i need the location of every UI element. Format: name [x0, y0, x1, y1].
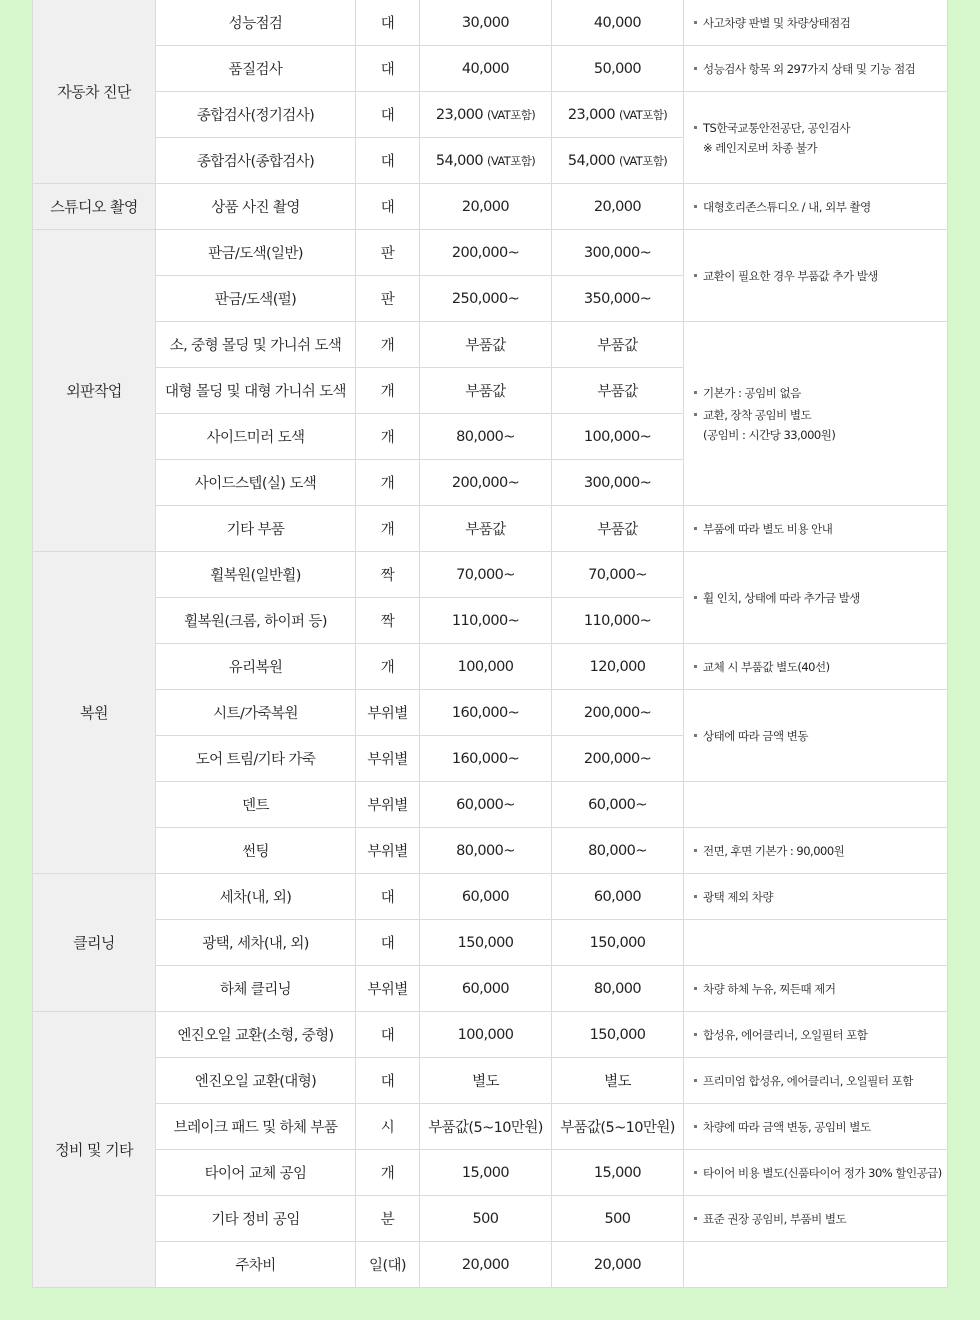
- note-cell: [684, 920, 948, 966]
- note-text: (공임비 : 시간당 33,000원): [703, 427, 836, 442]
- price-cell-2: [552, 1058, 684, 1104]
- note-cell: [684, 552, 948, 644]
- note-cell: [684, 1150, 948, 1196]
- unit-cell: 판: [356, 276, 420, 322]
- price-cell-1: [420, 782, 552, 828]
- unit-cell: 판: [356, 230, 420, 276]
- bullet-icon: [694, 433, 697, 436]
- note-cell: [684, 1012, 948, 1058]
- note-line: [694, 266, 947, 286]
- item-cell: 썬팅: [156, 828, 356, 874]
- price-cell-1: [420, 230, 552, 276]
- price-cell-2-value: 200,000~: [583, 704, 652, 721]
- category-cell: 자동차 진단: [33, 0, 156, 184]
- note-line: [694, 657, 947, 677]
- price-cell-1-value: 80,000~: [456, 842, 515, 859]
- price-cell-2: [552, 138, 684, 184]
- table-row: [33, 1058, 948, 1104]
- bullet-icon: [694, 665, 697, 668]
- price-cell-2: [552, 874, 684, 920]
- unit-cell: 시: [356, 1104, 420, 1150]
- unit-cell: 개: [356, 368, 420, 414]
- note-cell: [684, 506, 948, 552]
- price-cell-2-vat-label: (VAT포함): [619, 153, 668, 168]
- note-text: 프리미엄 합성유, 에어클리너, 오일필터 포함: [703, 1073, 913, 1088]
- price-cell-2-vat-label: (VAT포함): [619, 107, 668, 122]
- unit-cell: 대: [356, 0, 420, 46]
- price-cell-2-value: 15,000: [593, 1164, 642, 1181]
- item-cell: 종합검사(종합검사): [156, 138, 356, 184]
- price-cell-1-value: 80,000~: [456, 428, 515, 445]
- unit-cell: 대: [356, 874, 420, 920]
- table-row: [33, 920, 948, 966]
- bullet-icon: [694, 391, 697, 394]
- price-cell-2: [552, 506, 684, 552]
- note-line: [694, 887, 947, 907]
- price-cell-1: [420, 1150, 552, 1196]
- table-row: [33, 1196, 948, 1242]
- note-cell: [684, 1242, 948, 1288]
- note-line: [694, 519, 947, 539]
- price-cell-1: [420, 736, 552, 782]
- item-cell: 상품 사진 촬영: [156, 184, 356, 230]
- note-line: [694, 405, 947, 425]
- price-cell-2-value: 부품값: [597, 384, 638, 400]
- item-cell: 시트/가죽복원: [156, 690, 356, 736]
- item-cell: 브레이크 패드 및 하체 부품: [156, 1104, 356, 1150]
- note-cell: [684, 782, 948, 828]
- item-cell: 도어 트림/기타 가죽: [156, 736, 356, 782]
- category-cell: 외판작업: [33, 230, 156, 552]
- bullet-icon: [694, 849, 697, 852]
- price-cell-1: [420, 322, 552, 368]
- note-cell: [684, 184, 948, 230]
- price-cell-1: [420, 1058, 552, 1104]
- price-cell-2: [552, 322, 684, 368]
- note-cell: [684, 644, 948, 690]
- price-cell-2: [552, 1104, 684, 1150]
- price-cell-2: [552, 644, 684, 690]
- bullet-icon: [694, 21, 697, 24]
- note-text: 대형호리존스튜디오 / 내, 외부 촬영: [703, 199, 871, 214]
- unit-cell: 부위별: [356, 828, 420, 874]
- note-line: [694, 841, 947, 861]
- note-line: [694, 726, 947, 746]
- note-line: [694, 383, 947, 403]
- price-cell-1-value: 200,000~: [451, 474, 520, 491]
- price-cell-2: [552, 598, 684, 644]
- table-row: [33, 828, 948, 874]
- table-row: [33, 1012, 948, 1058]
- note-cell: [684, 46, 948, 92]
- price-cell-2: [552, 184, 684, 230]
- price-cell-2-value: 60,000: [593, 888, 642, 905]
- note-line: [694, 425, 947, 445]
- table-row: [33, 644, 948, 690]
- bullet-icon: [694, 1079, 697, 1082]
- bullet-icon: [694, 126, 697, 129]
- item-cell: 엔진오일 교환(소형, 중형): [156, 1012, 356, 1058]
- price-cell-2-value: 350,000~: [583, 290, 652, 307]
- note-cell: [684, 1058, 948, 1104]
- price-cell-1: [420, 414, 552, 460]
- item-cell: 종합검사(정기검사): [156, 92, 356, 138]
- note-text: 전면, 후면 기본가 : 90,000원: [703, 843, 845, 858]
- price-cell-2-value: 100,000~: [583, 428, 652, 445]
- price-cell-2-value: 54,000: [567, 152, 615, 169]
- item-cell: 판금/도색(펄): [156, 276, 356, 322]
- unit-cell: 개: [356, 1150, 420, 1196]
- item-cell: 휠복원(크롬, 하이퍼 등): [156, 598, 356, 644]
- item-cell: 소, 중형 몰딩 및 가니쉬 도색: [156, 322, 356, 368]
- note-line: [694, 1209, 947, 1229]
- unit-cell: 대: [356, 1058, 420, 1104]
- unit-cell: 부위별: [356, 966, 420, 1012]
- price-cell-1-vat-label: (VAT포함): [487, 107, 536, 122]
- unit-cell: 개: [356, 644, 420, 690]
- unit-cell: 부위별: [356, 690, 420, 736]
- price-cell-1-value: 20,000: [461, 1256, 510, 1273]
- price-cell-1-value: 별도: [472, 1074, 499, 1090]
- price-cell-2-value: 150,000: [589, 934, 646, 951]
- note-line: [694, 59, 947, 79]
- price-cell-2-value: 20,000: [593, 1256, 642, 1273]
- price-cell-2-value: 23,000: [567, 106, 615, 123]
- note-cell: [684, 1196, 948, 1242]
- unit-cell: 일(대): [356, 1242, 420, 1288]
- price-cell-1: [420, 368, 552, 414]
- item-cell: 광택, 세차(내, 외): [156, 920, 356, 966]
- price-cell-1: [420, 0, 552, 46]
- price-cell-2-value: 60,000~: [588, 796, 647, 813]
- item-cell: 주차비: [156, 1242, 356, 1288]
- price-cell-2-value: 150,000: [589, 1026, 646, 1043]
- note-text: 휠 인치, 상태에 따라 추가금 발생: [703, 590, 860, 605]
- unit-cell: 짝: [356, 552, 420, 598]
- unit-cell: 개: [356, 414, 420, 460]
- price-cell-1: [420, 1012, 552, 1058]
- category-cell: 복원: [33, 552, 156, 874]
- table-row: [33, 1150, 948, 1196]
- price-cell-1-value: 200,000~: [451, 244, 520, 261]
- note-line: [694, 1025, 947, 1045]
- unit-cell: 부위별: [356, 782, 420, 828]
- bullet-icon: [694, 1171, 697, 1174]
- note-line: [694, 1071, 947, 1091]
- price-cell-1-value: 60,000~: [456, 796, 515, 813]
- unit-cell: 개: [356, 506, 420, 552]
- price-cell-1-value: 110,000~: [451, 612, 520, 629]
- price-cell-2: [552, 1012, 684, 1058]
- price-cell-1: [420, 552, 552, 598]
- note-line: [694, 588, 947, 608]
- price-cell-2: [552, 920, 684, 966]
- note-line: [694, 118, 947, 138]
- price-cell-1-value: 54,000: [435, 152, 483, 169]
- note-line: [694, 197, 947, 217]
- item-cell: 사이드미러 도색: [156, 414, 356, 460]
- price-cell-2-value: 500: [604, 1210, 631, 1227]
- price-cell-1-value: 20,000: [461, 198, 510, 215]
- note-line: [694, 138, 947, 158]
- note-text: 교체 시 부품값 별도(40선): [703, 659, 830, 674]
- note-line: [694, 1117, 947, 1137]
- note-text: 사고차량 판별 및 차량상태점검: [703, 15, 851, 30]
- bullet-icon: [694, 413, 697, 416]
- price-cell-1: [420, 966, 552, 1012]
- price-cell-1-value: 100,000: [457, 658, 514, 675]
- table-row: [33, 1104, 948, 1150]
- note-cell: [684, 966, 948, 1012]
- unit-cell: 대: [356, 92, 420, 138]
- price-cell-1: [420, 1104, 552, 1150]
- bullet-icon: [694, 734, 697, 737]
- note-text: 성능검사 항목 외 297가지 상태 및 기능 점검: [703, 61, 916, 76]
- price-cell-2-value: 200,000~: [583, 750, 652, 767]
- category-cell: 정비 및 기타: [33, 1012, 156, 1288]
- item-cell: 휠복원(일반휠): [156, 552, 356, 598]
- price-cell-1-value: 부품값(5~10만원): [428, 1120, 543, 1136]
- price-cell-1-value: 부품값: [465, 338, 506, 354]
- price-cell-2-value: 70,000~: [588, 566, 647, 583]
- price-cell-1: [420, 46, 552, 92]
- table-row: [33, 782, 948, 828]
- price-cell-1: [420, 460, 552, 506]
- item-cell: 엔진오일 교환(대형): [156, 1058, 356, 1104]
- price-cell-1: [420, 690, 552, 736]
- price-cell-1-value: 60,000: [461, 888, 510, 905]
- table-row: [33, 322, 948, 368]
- price-cell-2: [552, 414, 684, 460]
- price-cell-2: [552, 690, 684, 736]
- item-cell: 타이어 교체 공임: [156, 1150, 356, 1196]
- note-cell: [684, 230, 948, 322]
- price-cell-2: [552, 92, 684, 138]
- note-text: 기본가 : 공임비 없음: [703, 385, 801, 400]
- note-text: 광택 제외 차량: [703, 889, 773, 904]
- price-cell-2-value: 별도: [604, 1074, 631, 1090]
- note-text: 교환, 장착 공임비 별도: [703, 407, 812, 422]
- bullet-icon: [694, 527, 697, 530]
- price-cell-2-value: 120,000: [589, 658, 646, 675]
- table-row: [33, 92, 948, 138]
- item-cell: 사이드스텝(실) 도색: [156, 460, 356, 506]
- price-cell-2: [552, 736, 684, 782]
- price-cell-1: [420, 644, 552, 690]
- price-cell-2-value: 부품값(5~10만원): [560, 1120, 675, 1136]
- price-cell-1-value: 부품값: [465, 384, 506, 400]
- price-cell-2: [552, 0, 684, 46]
- unit-cell: 대: [356, 46, 420, 92]
- bullet-icon: [694, 274, 697, 277]
- price-cell-1-value: 15,000: [461, 1164, 510, 1181]
- note-cell: [684, 92, 948, 184]
- price-cell-2-value: 80,000~: [588, 842, 647, 859]
- bullet-icon: [694, 987, 697, 990]
- price-cell-2: [552, 966, 684, 1012]
- table-row: [33, 1242, 948, 1288]
- note-line: [694, 13, 947, 33]
- item-cell: 성능점검: [156, 0, 356, 46]
- price-cell-1-value: 30,000: [461, 14, 510, 31]
- table-row: [33, 184, 948, 230]
- price-cell-1-value: 250,000~: [451, 290, 520, 307]
- price-cell-2-value: 부품값: [597, 338, 638, 354]
- price-cell-2-value: 110,000~: [583, 612, 652, 629]
- price-cell-2: [552, 460, 684, 506]
- price-cell-2-value: 20,000: [593, 198, 642, 215]
- note-text: 차량 하체 누유, 찌든때 제거: [703, 981, 836, 996]
- note-text: 타이어 비용 별도(신품타이어 정가 30% 할인공급): [703, 1165, 942, 1180]
- table-row: [33, 506, 948, 552]
- note-line: [694, 1163, 947, 1183]
- price-cell-2: [552, 552, 684, 598]
- note-text: ※ 레인지로버 차종 불가: [703, 140, 818, 155]
- price-table: [32, 0, 948, 1288]
- price-cell-2: [552, 276, 684, 322]
- bullet-icon: [694, 205, 697, 208]
- price-table-body: [33, 0, 948, 1288]
- unit-cell: 짝: [356, 598, 420, 644]
- price-cell-1-value: 160,000~: [451, 750, 520, 767]
- price-cell-2: [552, 230, 684, 276]
- bullet-icon: [694, 1217, 697, 1220]
- price-cell-1-value: 40,000: [461, 60, 510, 77]
- item-cell: 세차(내, 외): [156, 874, 356, 920]
- unit-cell: 대: [356, 920, 420, 966]
- price-cell-1: [420, 1196, 552, 1242]
- price-cell-2: [552, 828, 684, 874]
- item-cell: 기타 정비 공임: [156, 1196, 356, 1242]
- note-text: 차량에 따라 금액 변동, 공임비 별도: [703, 1119, 871, 1134]
- price-cell-2-value: 부품값: [597, 522, 638, 538]
- unit-cell: 대: [356, 138, 420, 184]
- unit-cell: 개: [356, 460, 420, 506]
- price-cell-2-value: 40,000: [593, 14, 642, 31]
- bullet-icon: [694, 596, 697, 599]
- note-cell: [684, 322, 948, 506]
- price-table-sheet: [32, 0, 948, 1288]
- note-cell: [684, 0, 948, 46]
- note-text: TS한국교통안전공단, 공인검사: [703, 120, 850, 135]
- table-row: [33, 46, 948, 92]
- price-cell-2-value: 300,000~: [583, 474, 652, 491]
- bullet-icon: [694, 895, 697, 898]
- price-cell-1-value: 부품값: [465, 522, 506, 538]
- unit-cell: 대: [356, 1012, 420, 1058]
- price-cell-2: [552, 46, 684, 92]
- bullet-icon: [694, 1125, 697, 1128]
- item-cell: 대형 몰딩 및 대형 가니쉬 도색: [156, 368, 356, 414]
- price-cell-1: [420, 506, 552, 552]
- price-cell-2: [552, 1150, 684, 1196]
- note-text: 상태에 따라 금액 변동: [703, 728, 808, 743]
- price-cell-2-value: 300,000~: [583, 244, 652, 261]
- price-cell-1-vat-label: (VAT포함): [487, 153, 536, 168]
- price-cell-1: [420, 598, 552, 644]
- category-cell: 스튜디오 촬영: [33, 184, 156, 230]
- price-cell-1: [420, 828, 552, 874]
- unit-cell: 대: [356, 184, 420, 230]
- price-cell-1: [420, 276, 552, 322]
- bullet-icon: [694, 146, 697, 149]
- note-text: 교환이 필요한 경우 부품값 추가 발생: [703, 268, 878, 283]
- table-row: [33, 0, 948, 46]
- note-cell: [684, 1104, 948, 1150]
- item-cell: 기타 부품: [156, 506, 356, 552]
- price-cell-1-value: 100,000: [457, 1026, 514, 1043]
- price-cell-1: [420, 874, 552, 920]
- table-row: [33, 966, 948, 1012]
- item-cell: 품질검사: [156, 46, 356, 92]
- unit-cell: 개: [356, 322, 420, 368]
- price-cell-1-value: 23,000: [435, 106, 483, 123]
- price-cell-2-value: 80,000: [593, 980, 642, 997]
- price-cell-1-value: 60,000: [461, 980, 510, 997]
- price-cell-2: [552, 1196, 684, 1242]
- table-row: [33, 874, 948, 920]
- price-cell-1-value: 70,000~: [456, 566, 515, 583]
- price-cell-1: [420, 1242, 552, 1288]
- price-cell-1-value: 150,000: [457, 934, 514, 951]
- item-cell: 판금/도색(일반): [156, 230, 356, 276]
- note-text: 표준 권장 공임비, 부품비 별도: [703, 1211, 847, 1226]
- price-cell-1: [420, 138, 552, 184]
- price-cell-2-value: 50,000: [593, 60, 642, 77]
- price-cell-1: [420, 184, 552, 230]
- unit-cell: 부위별: [356, 736, 420, 782]
- price-cell-1-value: 160,000~: [451, 704, 520, 721]
- item-cell: 하체 클리닝: [156, 966, 356, 1012]
- note-cell: [684, 690, 948, 782]
- note-cell: [684, 874, 948, 920]
- unit-cell: 분: [356, 1196, 420, 1242]
- note-line: [694, 979, 947, 999]
- price-cell-1-value: 500: [472, 1210, 499, 1227]
- item-cell: 덴트: [156, 782, 356, 828]
- price-cell-2: [552, 1242, 684, 1288]
- bullet-icon: [694, 67, 697, 70]
- note-cell: [684, 828, 948, 874]
- price-cell-1: [420, 920, 552, 966]
- table-row: [33, 230, 948, 276]
- price-cell-2: [552, 782, 684, 828]
- price-cell-1: [420, 92, 552, 138]
- table-row: [33, 552, 948, 598]
- category-cell: 클리닝: [33, 874, 156, 1012]
- table-row: [33, 690, 948, 736]
- item-cell: 유리복원: [156, 644, 356, 690]
- bullet-icon: [694, 1033, 697, 1036]
- note-text: 합성유, 에어클리너, 오일필터 포함: [703, 1027, 868, 1042]
- note-text: 부품에 따라 별도 비용 안내: [703, 521, 833, 536]
- price-cell-2: [552, 368, 684, 414]
